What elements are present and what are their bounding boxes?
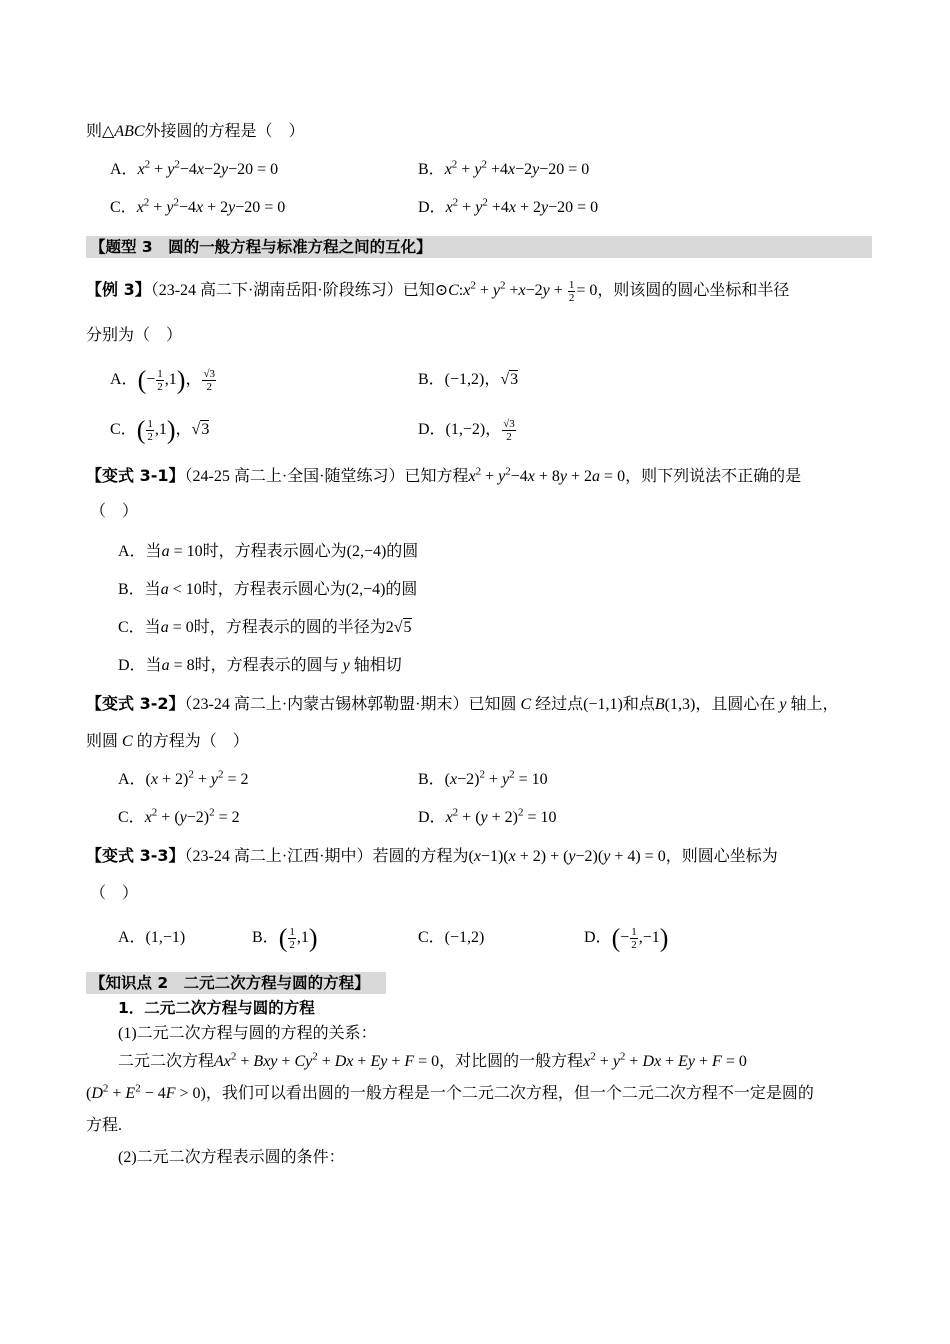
example3-option-c: C．( $\frac{1}{2}$ ,1)，√3 bbox=[110, 415, 210, 445]
knowledge-para3: $(D^2 + E^2 - 4F > 0)$，我们可以看出圆的一般方程是一个二元二次方程，但一个二元二次方程不一定是圆的 bbox=[86, 1082, 814, 1102]
variant32-option-b: B．$(x-2)^2 + y^2 = 10$ bbox=[418, 768, 548, 788]
example3-stem-line2: 分别为（ ） bbox=[86, 327, 183, 344]
knowledge-heading: 1．二元二次方程与圆的方程 bbox=[118, 999, 315, 1017]
variant32-option-a: A．$(x + 2)^2 + y^2 = 2$ bbox=[118, 768, 249, 788]
variant33-option-b: B．( $\frac{1}{2}$ ,1) bbox=[252, 923, 318, 953]
knowledge-para2: 二元二次方程$Ax^2$ + Bxy + $Cy^2 + Dx + Ey + F = 0$，对比圆的一般方程$x^2 + y^2 + Dx + Ey + F = 0$ bbox=[118, 1050, 747, 1070]
knowledge-para5: (2)二元二次方程表示圆的条件： bbox=[118, 1149, 345, 1166]
variant33-stem-line2: （ ） bbox=[90, 885, 139, 902]
option-c: C．$x^2 + y^2-4x + 2y-20 = 0$ bbox=[110, 196, 286, 216]
knowledge-para4: 方程. bbox=[86, 1117, 123, 1134]
variant32-option-c: C．$x^2 + (y-2)^2 = 2$ bbox=[118, 806, 240, 826]
example3-stem: 【例 3】（23-24 高二下·湖南岳阳·阶段练习）已知$⊙C:x^2 + y^2 +x-2y$ + $\frac{1}{2}$ = 0，则该圆的圆心坐标和半径 bbox=[86, 278, 790, 304]
variant32-stem: 【变式 3-2】（23-24 高二上·内蒙古锡林郭勒盟·期末）已知圆 C 经过点(−1,1)和点B(1,3)，且圆心在 y 轴上， bbox=[86, 694, 839, 713]
example3-option-b: B．(−1,2)，√3 bbox=[418, 371, 519, 388]
knowledge-para1: (1)二元二次方程与圆的方程的关系： bbox=[118, 1025, 377, 1042]
section-banner-knowledge2: 【知识点 2 二元二次方程与圆的方程】 bbox=[86, 972, 386, 994]
variant31-option-d: D．当a = 8时，方程表示的圆与 y 轴相切 bbox=[118, 657, 402, 674]
variant32-stem-line2: 则圆 C 的方程为（ ） bbox=[86, 733, 249, 750]
question-stem: 则△ABC外接圆的方程是（ ） bbox=[86, 123, 305, 140]
variant33-option-c: C．(−1,2) bbox=[418, 929, 485, 946]
variant32-option-d: D．$x^2 + (y + 2)^2 = 10$ bbox=[418, 806, 557, 826]
variant31-stem-line2: （ ） bbox=[90, 503, 139, 520]
section-banner-type3: 【题型 3 圆的一般方程与标准方程之间的互化】 bbox=[86, 236, 872, 258]
option-b: B．$x^2 + y^2 +4x-2y-20 = 0$ bbox=[418, 158, 590, 178]
variant31-option-a: A．当a = 10时，方程表示圆心为(2,−4)的圆 bbox=[118, 543, 419, 560]
variant33-option-d: D．(− $\frac{1}{2}$ ,−1) bbox=[584, 923, 669, 953]
option-d: D．$x^2 + y^2 +4x + 2y-20 = 0$ bbox=[418, 196, 599, 216]
variant31-stem: 【变式 3-1】（24-25 高二上·全国·随堂练习）已知方程$x^2 + y^2-4x + 8y + 2a = 0$，则下列说法不正确的是 bbox=[86, 465, 802, 485]
variant33-option-a: A．(1,−1) bbox=[118, 929, 186, 946]
variant31-option-c: C．当a = 0时，方程表示的圆的半径为2√5 bbox=[118, 619, 412, 636]
variant31-option-b: B．当a < 10时，方程表示圆心为(2,−4)的圆 bbox=[118, 581, 418, 598]
example3-option-a: A．(− $\frac{1}{2}$ ,1)， $\frac{√3}{2}$ bbox=[110, 365, 215, 395]
variant33-stem: 【变式 3-3】（23-24 高二上·江西·期中）若圆的方程为(x−1)(x + 2) + (y−2)(y + 4) = 0，则圆心坐标为 bbox=[86, 846, 778, 865]
option-a: A．$x^2 + y^2-4x-2y-20 = 0$ bbox=[110, 158, 279, 178]
example3-option-d: D．(1,−2)， $\frac{√3}{2}$ bbox=[418, 418, 515, 443]
